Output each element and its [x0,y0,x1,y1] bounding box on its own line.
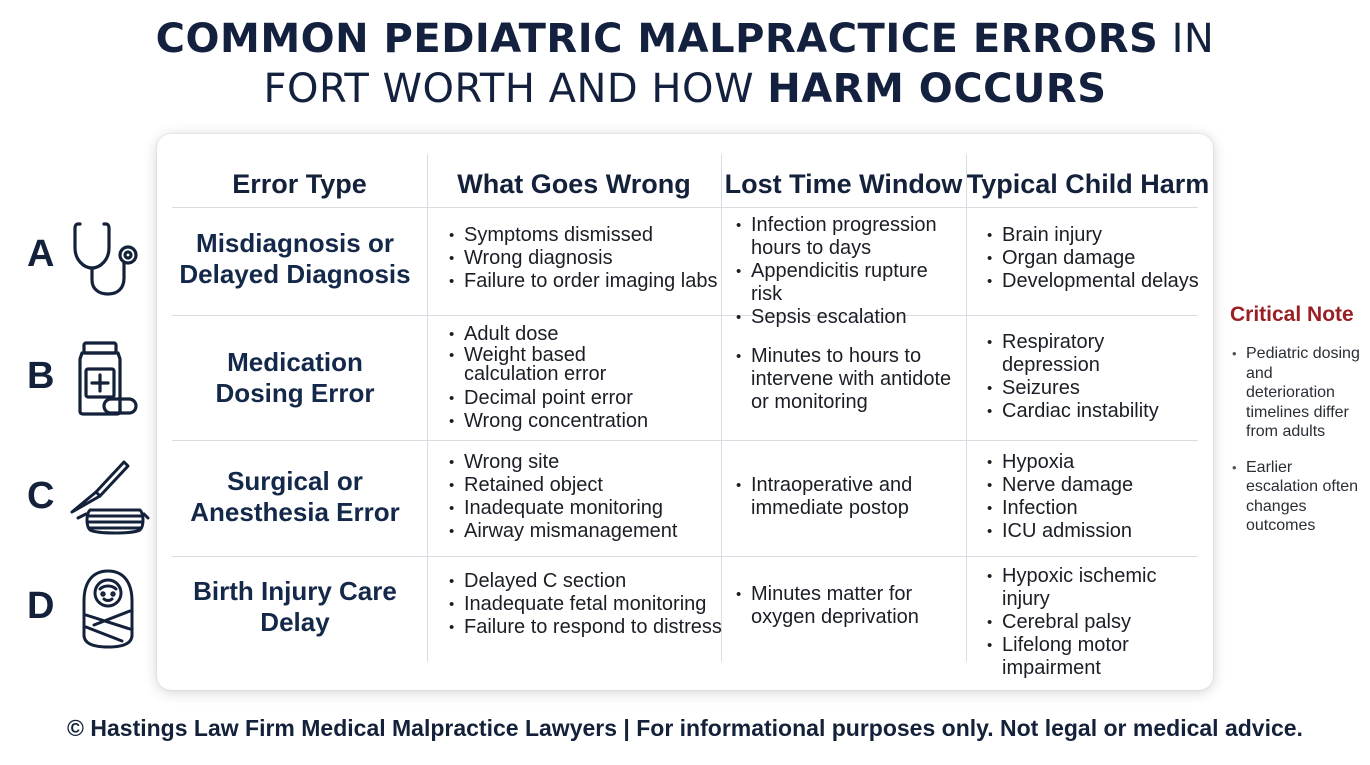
row-letter-d: D [27,585,55,627]
header-typical-child-harm: Typical Child Harm [966,169,1210,199]
typical-child-harm-a [984,224,1199,293]
header-error-type: Error Type [232,169,367,199]
list-item: • Lifelong motor impairment [984,634,1162,680]
list-item: • Sepsis escalation [733,306,961,329]
list-item: • Symptoms dismissed [446,224,717,247]
footer-disclaimer: © Hastings Law Firm Medical Malpractice Lawyers | For informational purposes only. Not legal or medical advice. [67,715,1303,741]
typical-child-harm-d [984,565,1206,680]
list-item: • Inadequate fetal monitoring [446,593,722,616]
row-letter-c: C [27,475,55,517]
list-item: • Brain injury [984,224,1199,247]
critical-note-title: Critical Note [1230,303,1354,326]
list-item: • Intraoperative and immediate postop [733,474,923,520]
scalpel-mask-icon [66,458,150,538]
page-title [0,14,1370,114]
lost-time-window-d [733,583,933,629]
list-item: • Infection [984,497,1133,520]
list-item: • Wrong concentration [446,410,718,433]
lost-time-window-b [733,345,958,414]
what-goes-wrong-c [446,451,677,543]
row-divider [172,315,1198,316]
row-letter-a: A [27,233,55,275]
list-item: • Inadequate monitoring [446,497,677,520]
header-lost-time-window: Lost Time Window [724,169,963,199]
typical-child-harm-c [984,451,1133,543]
critical-note-item: • Earlier escalation often changes outcomes [1231,458,1361,536]
list-item: • Wrong diagnosis [446,247,717,270]
title-line-2: FORT WORTH AND HOW HARM OCCURS [263,66,1107,112]
list-item: • Cardiac instability [984,400,1194,423]
column-divider [427,154,428,662]
row-letter-b: B [27,355,55,397]
typical-child-harm-b [984,331,1194,423]
error-type-d: Birth Injury Care Delay [193,576,397,637]
list-item: • Minutes matter for oxygen deprivation [733,583,933,629]
list-item: • Weight based calculation error [446,346,679,384]
list-item: • Failure to respond to distress [446,616,722,639]
list-item: • Organ damage [984,247,1199,270]
list-item: • Decimal point error [446,387,718,410]
list-item: • Nerve damage [984,474,1133,497]
list-item: • Hypoxic ischemic injury [984,565,1206,611]
row-divider [172,440,1198,441]
critical-note-list [1231,344,1361,552]
list-item: • Airway mismanagement [446,520,677,543]
what-goes-wrong-b [446,323,718,433]
error-type-c: Surgical or Anesthesia Error [190,466,400,527]
swaddled-baby-icon [80,567,136,649]
what-goes-wrong-a [446,224,717,293]
list-item: • Seizures [984,377,1194,400]
row-divider [172,207,1198,208]
error-type-a: Misdiagnosis or Delayed Diagnosis [179,228,411,289]
title-line-1: COMMON PEDIATRIC MALPRACTICE ERRORS IN [155,16,1215,62]
column-divider [966,154,967,662]
list-item: • Cerebral palsy [984,611,1206,634]
list-item: • Hypoxia [984,451,1133,474]
medication-bottle-icon [74,339,140,419]
list-item: • Minutes to hours to intervene with antidote or monitoring [733,345,958,414]
list-item: • Retained object [446,474,677,497]
list-item: • Adult dose [446,323,718,346]
list-item: • Developmental delays [984,270,1199,293]
list-item: • Appendicitis rupture risk [733,260,961,306]
critical-note-item: • Pediatric dosing and deterioration timelines differ from adults [1231,344,1361,442]
header-what-goes-wrong: What Goes Wrong [457,169,691,199]
list-item: • Wrong site [446,451,677,474]
stethoscope-icon [70,218,145,298]
lost-time-window-c [733,474,923,520]
lost-time-window-a [733,214,961,329]
row-divider [172,556,1198,557]
list-item: • Delayed C section [446,570,722,593]
list-item: • Infection progression hours to days [733,214,961,260]
list-item: • ICU admission [984,520,1133,543]
what-goes-wrong-d [446,570,722,639]
list-item: • Failure to order imaging labs [446,270,717,293]
list-item: • Respiratory depression [984,331,1122,377]
error-type-b: Medication Dosing Error [215,347,375,408]
